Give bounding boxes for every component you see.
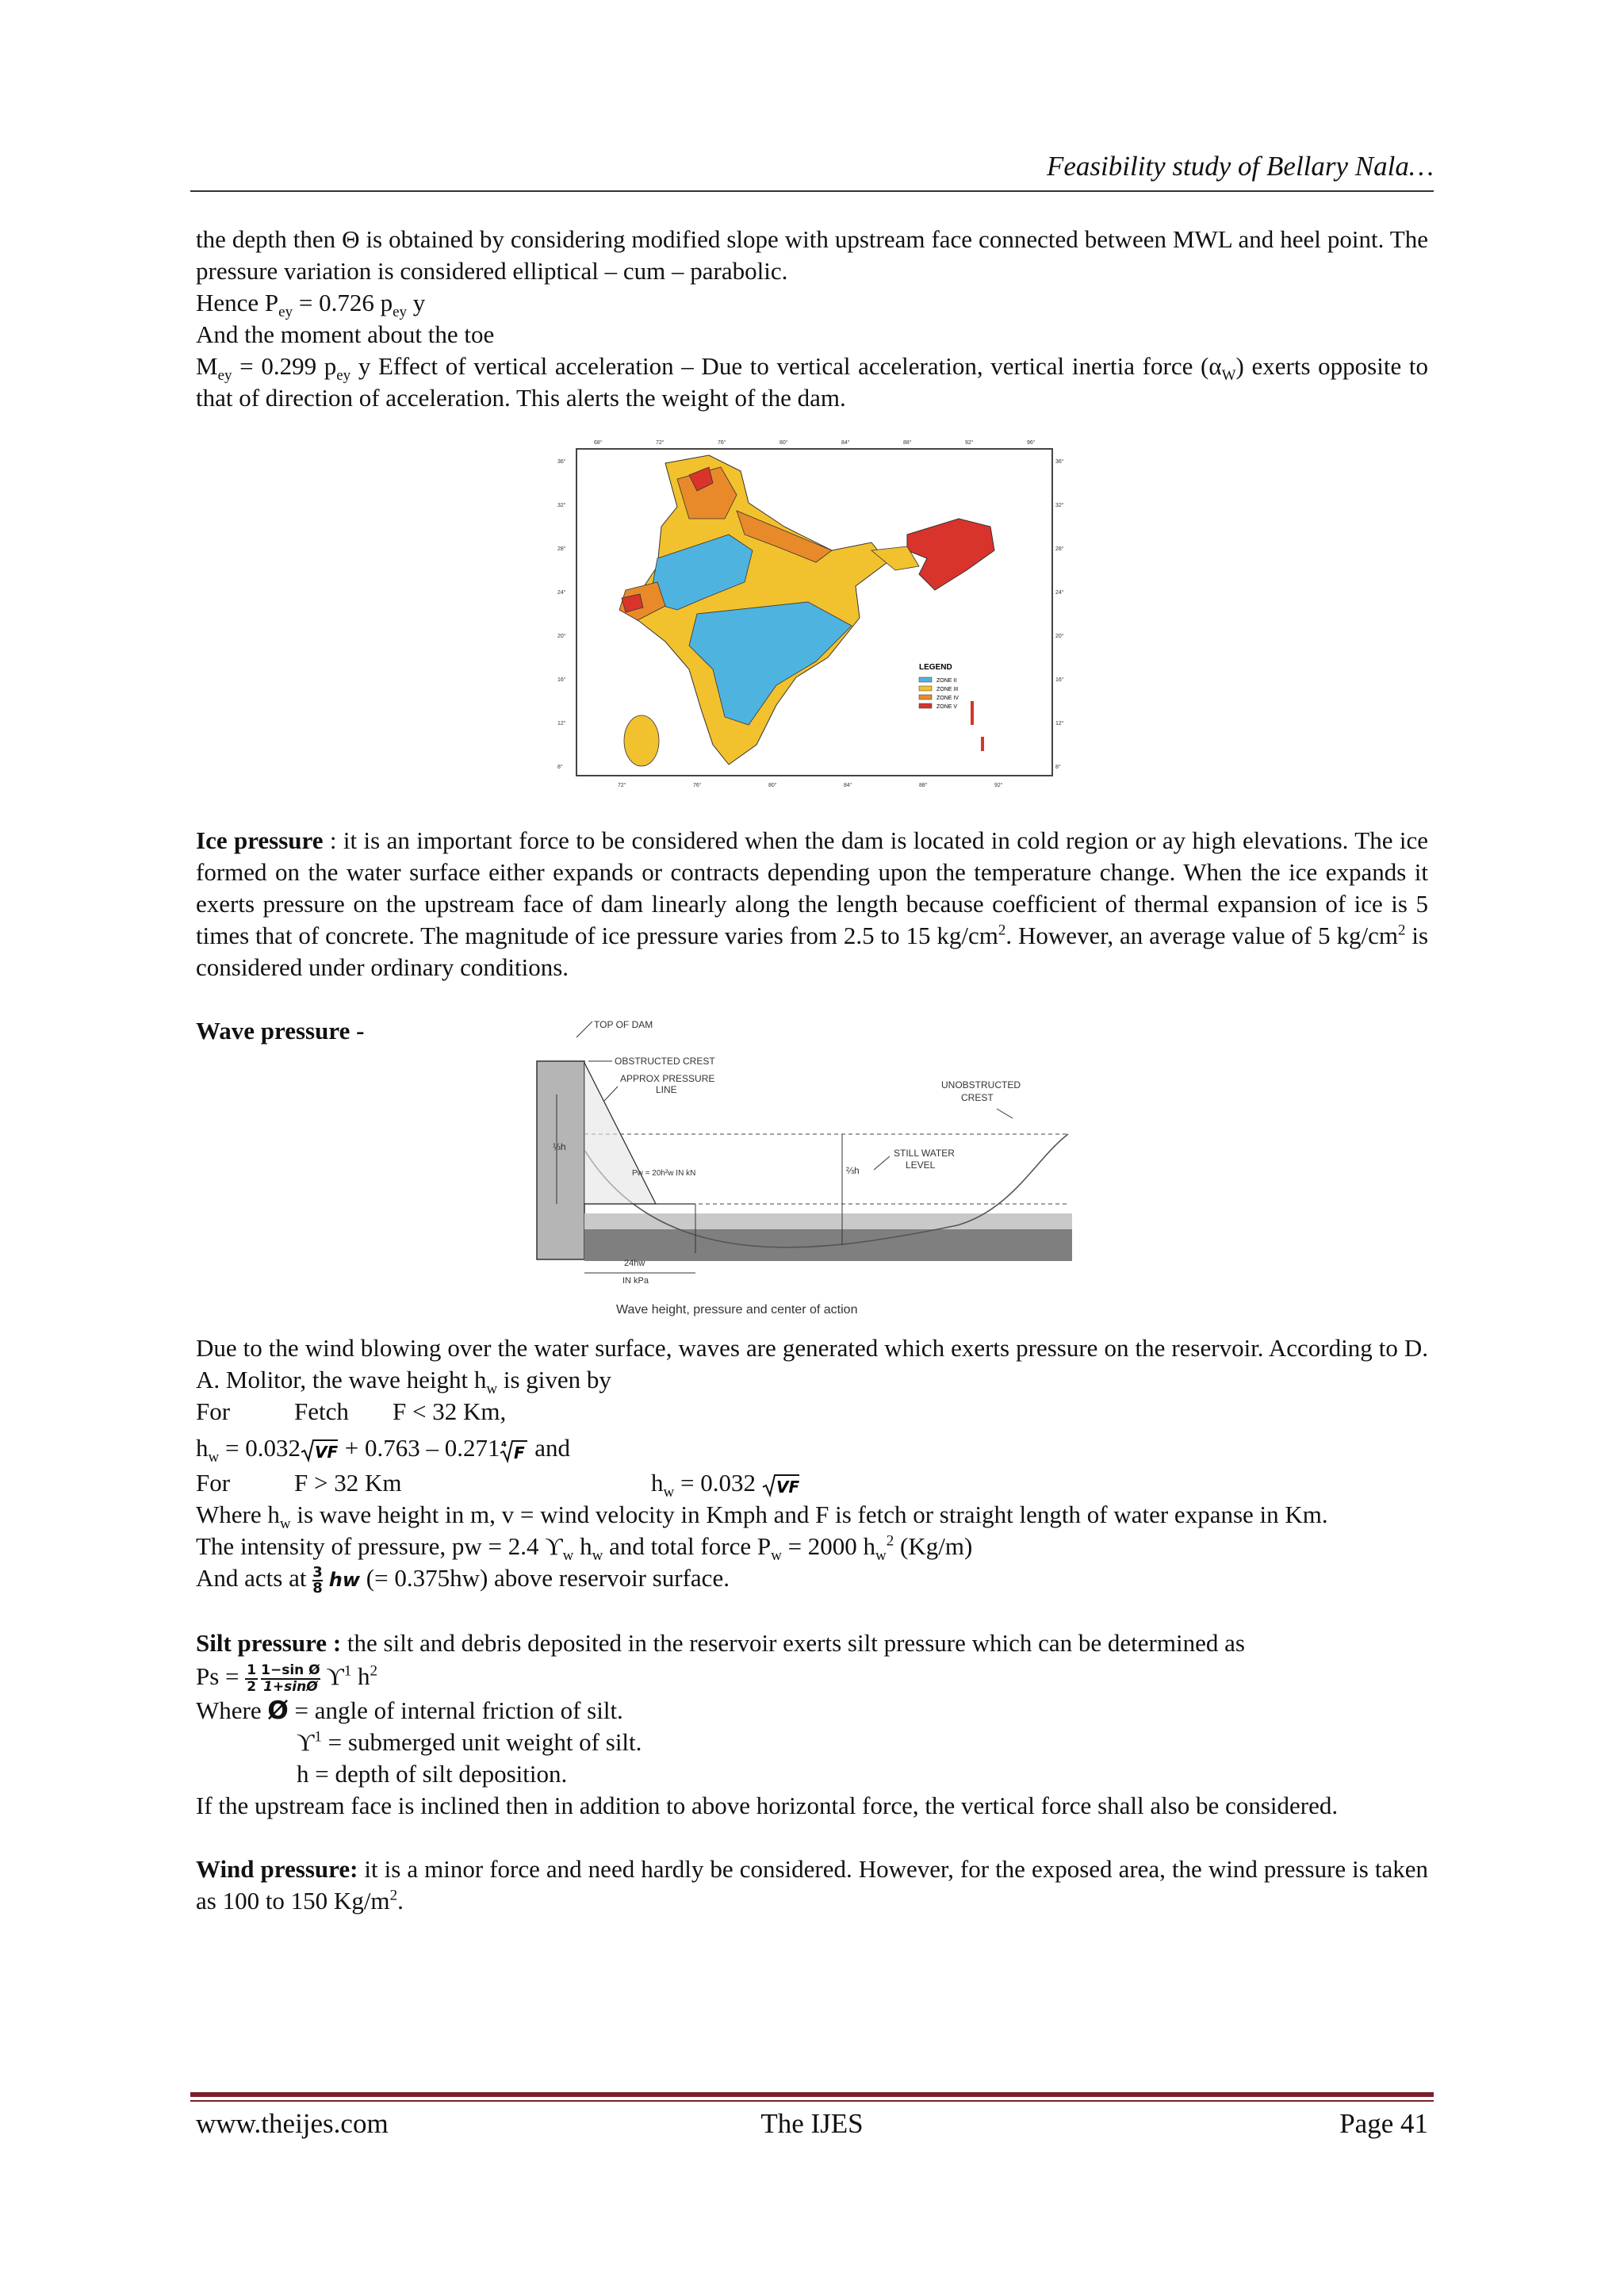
- wave-definitions: Where $h_w$ is wave height in m, v = wind velocity in Kmph and F is fetch or straight length of water expanse in Km.: [196, 1501, 1328, 1533]
- wave-intro-paragraph: Due to the wind blowing over the water surface, waves are generated which exerts pressure on the reservoir. According to D. A. Molitor, the wave height $h_w$ is given by: [196, 1334, 1428, 1398]
- wave-label-bottom-unit: IN kPa: [622, 1276, 649, 1286]
- map-right-tick: 12°: [1055, 721, 1064, 726]
- map-bottom-tick: 72°: [618, 783, 626, 788]
- page-content: [196, 224, 1428, 1917]
- wave-pressure-section: [196, 1015, 1428, 1332]
- map-bottom-tick: 88°: [919, 783, 928, 788]
- map-left-tick: 32°: [557, 503, 566, 508]
- wave-label-level: LEVEL: [906, 1159, 936, 1171]
- map-right-tick: 8°: [1055, 765, 1061, 770]
- molitor-formula: $h_w = 0.032$ VF + 0.763 – 0.271 4 F and: [196, 1434, 570, 1466]
- map-right-tick: 32°: [1055, 503, 1064, 508]
- ice-pressure-paragraph: Ice pressure : it is an important force to be considered when the dam is located in cold region or ay high elevations. The ice formed on the water surface either expands or contracts depending upon the temperature change. When the ice expands it exerts pressure on the upstream face of dam linearly along the length because coefficient of thermal expansion of ice is 5 times that of concrete. The magnitude of ice pressure varies from 2.5 to 15 $kg/cm^2$. However, an average value of 5 $kg/cm^2$ is considered under ordinary conditions.: [196, 826, 1429, 981]
- fourth-root-f-symbol: [500, 1438, 528, 1463]
- map-bottom-tick: 80°: [768, 783, 777, 788]
- map-top-tick: 72°: [656, 440, 665, 446]
- map-left-tick: 8°: [557, 765, 563, 770]
- wave-label-crest: CREST: [961, 1092, 994, 1103]
- svg-text:⅔h: ⅔h: [846, 1165, 860, 1176]
- svg-text:⅓h: ⅓h: [553, 1141, 566, 1152]
- silt-where-phi: Where Ø = angle of internal friction of silt.: [196, 1696, 623, 1725]
- wave-label-still-water: STILL WATER: [894, 1148, 955, 1159]
- map-left-tick: 16°: [557, 677, 566, 683]
- wave-label-bottom: 24hw: [624, 1259, 645, 1268]
- vertical-acceleration-paragraph: $M_{ey} = 0.299$ $p_{ey}$ y Effect of vertical acceleration – Due to vertical acceleration, vertical inertia force $(\alpha_W)$ exerts opposite to that of direction of acceleration. This alerts the weight of the dam.: [196, 352, 1428, 412]
- map-top-tick: 84°: [841, 440, 850, 446]
- map-legend-zone-iv: ZONE IV: [936, 696, 959, 701]
- map-top-tick: 96°: [1027, 440, 1036, 446]
- map-bottom-tick: 76°: [693, 783, 702, 788]
- map-legend-title: LEGEND: [919, 663, 952, 672]
- sqrt-vf-symbol-2: [762, 1474, 800, 1497]
- moment-line: And the moment about the toe: [196, 320, 495, 348]
- silt-pressure-paragraph: Silt pressure : the silt and debris deposited in the reservoir exerts silt pressure which can be determined as: [196, 1629, 1245, 1657]
- map-top-tick: 88°: [903, 440, 912, 446]
- wave-label-unobstructed: UNOBSTRUCTED: [941, 1079, 1021, 1091]
- silt-formula: Ps = $\frac{1}{2}$ $\frac{\text{1−sin Ø}}{1+\sin Ø}$ $ϒ^1$ $h^2$: [196, 1662, 378, 1695]
- svg-text:F: F: [514, 1443, 526, 1462]
- header-rule: [190, 190, 1434, 192]
- footer-page-number: Page 41: [1339, 2108, 1428, 2139]
- map-legend-zone-iii: ZONE III: [936, 687, 959, 692]
- wave-label-top-of-dam: TOP OF DAM: [594, 1019, 653, 1030]
- map-right-tick: 24°: [1055, 590, 1064, 596]
- sqrt-vf-symbol: [301, 1439, 339, 1462]
- map-legend-zone-v: ZONE V: [936, 704, 958, 710]
- footer-website-link[interactable]: www.theijes.com: [196, 2108, 389, 2139]
- wind-pressure-paragraph: Wind pressure: it is a minor force and need hardly be considered. However, for the exposed area, the wind pressure is taken as 100 to 150 $Kg/m^2$.: [196, 1854, 1428, 1915]
- map-top-tick: 76°: [718, 440, 726, 446]
- map-bottom-tick: 84°: [844, 783, 852, 788]
- map-right-tick: 36°: [1055, 459, 1064, 465]
- wave-label-line: LINE: [656, 1084, 677, 1095]
- map-left-tick: 36°: [557, 459, 566, 465]
- footer-rule-thick: [190, 2092, 1434, 2097]
- svg-text:VF: VF: [776, 1477, 799, 1497]
- footer-rule-thin: [190, 2100, 1434, 2102]
- fetch-condition-2: For F > 32 Km $h_w = 0.032$ VF: [196, 1469, 799, 1501]
- map-left-tick: 28°: [557, 546, 566, 552]
- silt-incline-note: If the upstream face is inclined then in addition to above horizontal force, the vertical force shall also be considered.: [196, 1791, 1339, 1819]
- wave-pressure-heading: Wave pressure -: [196, 1017, 365, 1045]
- wave-intensity: The intensity of pressure, pw = 2.4 $ϒ_w$ $h_w$ and total force $P_w = 2000$ $h_w^2$ (Kg/m): [196, 1532, 973, 1565]
- map-right-tick: 20°: [1055, 634, 1064, 639]
- wave-diagram-caption: Wave height, pressure and center of action: [616, 1303, 858, 1317]
- map-left-tick: 24°: [557, 590, 566, 596]
- footer-journal: The IJES: [760, 2108, 864, 2139]
- page-footer: [196, 2108, 1428, 2143]
- wave-label-pw: Pw = 20h²w IN kN: [632, 1169, 696, 1178]
- silt-where-h: h = depth of silt deposition.: [297, 1759, 568, 1788]
- map-top-tick: 92°: [965, 440, 974, 446]
- map-left-tick: 20°: [557, 634, 566, 639]
- wave-label-obstructed-crest: OBSTRUCTED CREST: [615, 1056, 715, 1067]
- map-bottom-tick: 92°: [994, 783, 1003, 788]
- hence-line: Hence $P_{ey} = 0.726$ $p_{ey}$ y: [196, 289, 426, 321]
- map-right-tick: 16°: [1055, 677, 1064, 683]
- wave-acts-at: And acts at $\frac{3}{8}$ hw (= 0.375hw) above reservoir surface.: [196, 1563, 730, 1596]
- map-top-tick: 68°: [594, 440, 603, 446]
- svg-text:VF: VF: [314, 1442, 339, 1462]
- map-left-tick: 12°: [557, 721, 566, 726]
- map-legend-zone-ii: ZONE II: [936, 678, 957, 684]
- seismic-zone-map-figure: [196, 431, 1428, 796]
- map-top-tick: 80°: [779, 440, 788, 446]
- india-seismic-map: [546, 431, 1078, 796]
- wave-pressure-diagram: [529, 1015, 1084, 1332]
- fetch-condition-1: For Fetch F < 32 Km,: [196, 1397, 507, 1425]
- silt-where-gamma: $ϒ^1$ = submerged unit weight of silt.: [297, 1727, 642, 1756]
- svg-text:4: 4: [501, 1439, 508, 1449]
- running-header: Feasibility study of Bellary Nala…: [1046, 151, 1434, 182]
- wave-label-approx-pressure: APPROX PRESSURE: [620, 1073, 715, 1084]
- map-right-tick: 28°: [1055, 546, 1064, 552]
- intro-paragraph: the depth then Θ is obtained by considering modified slope with upstream face connected between MWL and heel point. The pressure variation is considered elliptical – cum – parabolic.: [196, 225, 1428, 285]
